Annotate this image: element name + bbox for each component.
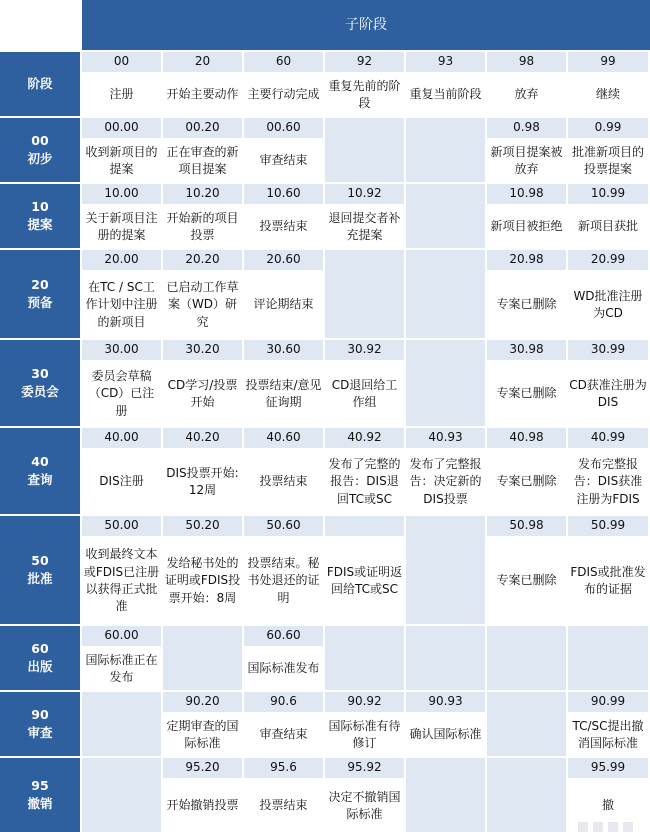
substage-code: 50.99 [568,516,648,536]
substage-description: CD退回给工作组 [325,362,404,426]
substage-code: 90.20 [163,692,242,712]
empty-cell [487,692,566,756]
substage-code: 30.00 [82,340,161,360]
substage-description: CD学习/投票开始 [163,362,242,426]
substage-description: 投票结束。秘书处退还的证明 [244,538,323,624]
stage-column-header: 阶段 [0,52,80,116]
substage-description: 在TC / SC工作计划中注册的新项目 [82,272,161,338]
substage-code: 40.60 [244,428,323,448]
substage-description: WD批准注册为CD [568,272,648,338]
substage-description: 新项目获批 [568,206,648,248]
substage-code: 90.93 [406,692,485,712]
empty-cell [82,692,161,756]
substage-description: 投票结束/意见征询期 [244,362,323,426]
substage-description: 开始撤销投票 [163,780,242,832]
empty-cell [487,626,566,690]
substage-description: FDIS或批准发布的证据 [568,538,648,624]
substage-code: 00.60 [244,118,323,138]
substage-description: 投票结束 [244,780,323,832]
substage-code: 50.98 [487,516,566,536]
substage-code: 00.20 [163,118,242,138]
substage-description: 委员会草稿（CD）已注册 [82,362,161,426]
column-code: 99 [568,52,648,72]
column-name: 主要行动完成 [244,74,323,116]
substage-code: 30.60 [244,340,323,360]
column-name: 重复当前阶段 [406,74,485,116]
substage-description: 国际标准有待修订 [325,714,404,756]
empty-cell [406,626,485,690]
substage-code: 20.00 [82,250,161,270]
substage-code: 10.99 [568,184,648,204]
empty-cell [568,626,648,690]
substage-code: 95.99 [568,758,648,778]
substage-description: 评论期结束 [244,272,323,338]
substage-code: 0.98 [487,118,566,138]
empty-cell [406,516,485,624]
substage-description: 关于新项目注册的提案 [82,206,161,248]
column-code: 20 [163,52,242,72]
substage-code: 40.92 [325,428,404,448]
substage-code: 00.00 [82,118,161,138]
substage-description: DIS注册 [82,450,161,514]
stage-label: 00 初步 [0,118,80,182]
stage-label: 10 提案 [0,184,80,248]
substage-description: 决定不撤销国际标准 [325,780,404,832]
substage-description: 专案已删除 [487,272,566,338]
empty-cell [325,118,404,182]
substage-description: TC/SC提出撤消国际标准 [568,714,648,756]
substage-description: 审查结束 [244,714,323,756]
substage-description: 新项目提案被放弃 [487,140,566,182]
substage-description: 定期审查的国际标准 [163,714,242,756]
column-name: 注册 [82,74,161,116]
substage-code: 95.20 [163,758,242,778]
substage-description: FDIS或证明返回给TC或SC [325,538,404,624]
column-name: 继续 [568,74,648,116]
substage-code: 50.60 [244,516,323,536]
substage-description: 发布了完整报告：决定新的DIS投票 [406,450,485,514]
substage-code [325,516,404,536]
substage-code: 10.92 [325,184,404,204]
substage-code: 40.98 [487,428,566,448]
column-code: 92 [325,52,404,72]
substage-code: 10.98 [487,184,566,204]
empty-cell [406,118,485,182]
empty-cell [325,250,404,338]
empty-cell [325,626,404,690]
substage-description: 专案已删除 [487,362,566,426]
substage-code: 90.92 [325,692,404,712]
empty-cell [163,626,242,690]
substage-description: 审查结束 [244,140,323,182]
column-name: 开始主要动作 [163,74,242,116]
substage-description: DIS投票开始: 12周 [163,450,242,514]
substage-description: 发给秘书处的证明或FDIS投票开始：8周 [163,538,242,624]
substage-description: 新项目被拒绝 [487,206,566,248]
column-code: 93 [406,52,485,72]
substage-description: 收到最终文本或FDIS已注册以获得正式批准 [82,538,161,624]
substage-description: 确认国际标准 [406,714,485,756]
substage-code: 40.00 [82,428,161,448]
stage-label: 30 委员会 [0,340,80,426]
substage-code: 20.60 [244,250,323,270]
substage-description: 退回提交者补充提案 [325,206,404,248]
column-name: 放弃 [487,74,566,116]
corner-cell [0,0,80,50]
substage-description: 发布了完整的报告：DIS退回TC或SC [325,450,404,514]
substage-code: 10.00 [82,184,161,204]
empty-cell [406,340,485,426]
substage-description: 专案已删除 [487,450,566,514]
substage-code: 40.99 [568,428,648,448]
stage-label: 60 出版 [0,626,80,690]
substage-description: 投票结束 [244,206,323,248]
stage-label: 90 审查 [0,692,80,756]
substage-description: 开始新的项目投票 [163,206,242,248]
substage-description: 撤 [568,780,648,832]
substage-description: 专案已删除 [487,538,566,624]
substage-code: 30.92 [325,340,404,360]
substage-code: 60.60 [244,626,323,646]
substage-code: 90.99 [568,692,648,712]
substage-code: 0.99 [568,118,648,138]
substage-code: 10.20 [163,184,242,204]
substage-description: 国际标准正在发布 [82,648,161,690]
substage-code: 20.99 [568,250,648,270]
column-code: 00 [82,52,161,72]
substage-code: 40.20 [163,428,242,448]
stage-label: 20 预备 [0,250,80,338]
substage-description: 正在审查的新项目提案 [163,140,242,182]
substage-description: 已启动工作草案（WD）研究 [163,272,242,338]
substage-code: 30.98 [487,340,566,360]
substage-description: CD获准注册为DIS [568,362,648,426]
substage-code: 20.20 [163,250,242,270]
substage-description: 国际标准发布 [244,648,323,690]
substage-description: 投票结束 [244,450,323,514]
substage-code: 50.00 [82,516,161,536]
empty-cell [406,184,485,248]
substage-code: 90.6 [244,692,323,712]
column-code: 60 [244,52,323,72]
column-code: 98 [487,52,566,72]
substage-code: 30.20 [163,340,242,360]
table-header-title: 子阶段 [82,0,650,50]
substage-description: 收到新项目的提案 [82,140,161,182]
substage-code: 95.92 [325,758,404,778]
substage-code: 95.6 [244,758,323,778]
stage-label: 95 撤销 [0,758,80,832]
empty-cell [82,758,161,832]
empty-cell [406,758,485,832]
substage-description: 发布完整报告：DIS获准注册为FDIS [568,450,648,514]
empty-cell [487,758,566,832]
watermark-icon [578,806,648,832]
substage-code: 40.93 [406,428,485,448]
column-name: 重复先前的阶段 [325,74,404,116]
substage-code: 20.98 [487,250,566,270]
stage-label: 50 批准 [0,516,80,624]
substage-description: 批准新项目的投票提案 [568,140,648,182]
substage-code: 30.99 [568,340,648,360]
substage-code: 10.60 [244,184,323,204]
stage-label: 40 查询 [0,428,80,514]
substage-code: 50.20 [163,516,242,536]
empty-cell [406,250,485,338]
substage-code: 60.00 [82,626,161,646]
